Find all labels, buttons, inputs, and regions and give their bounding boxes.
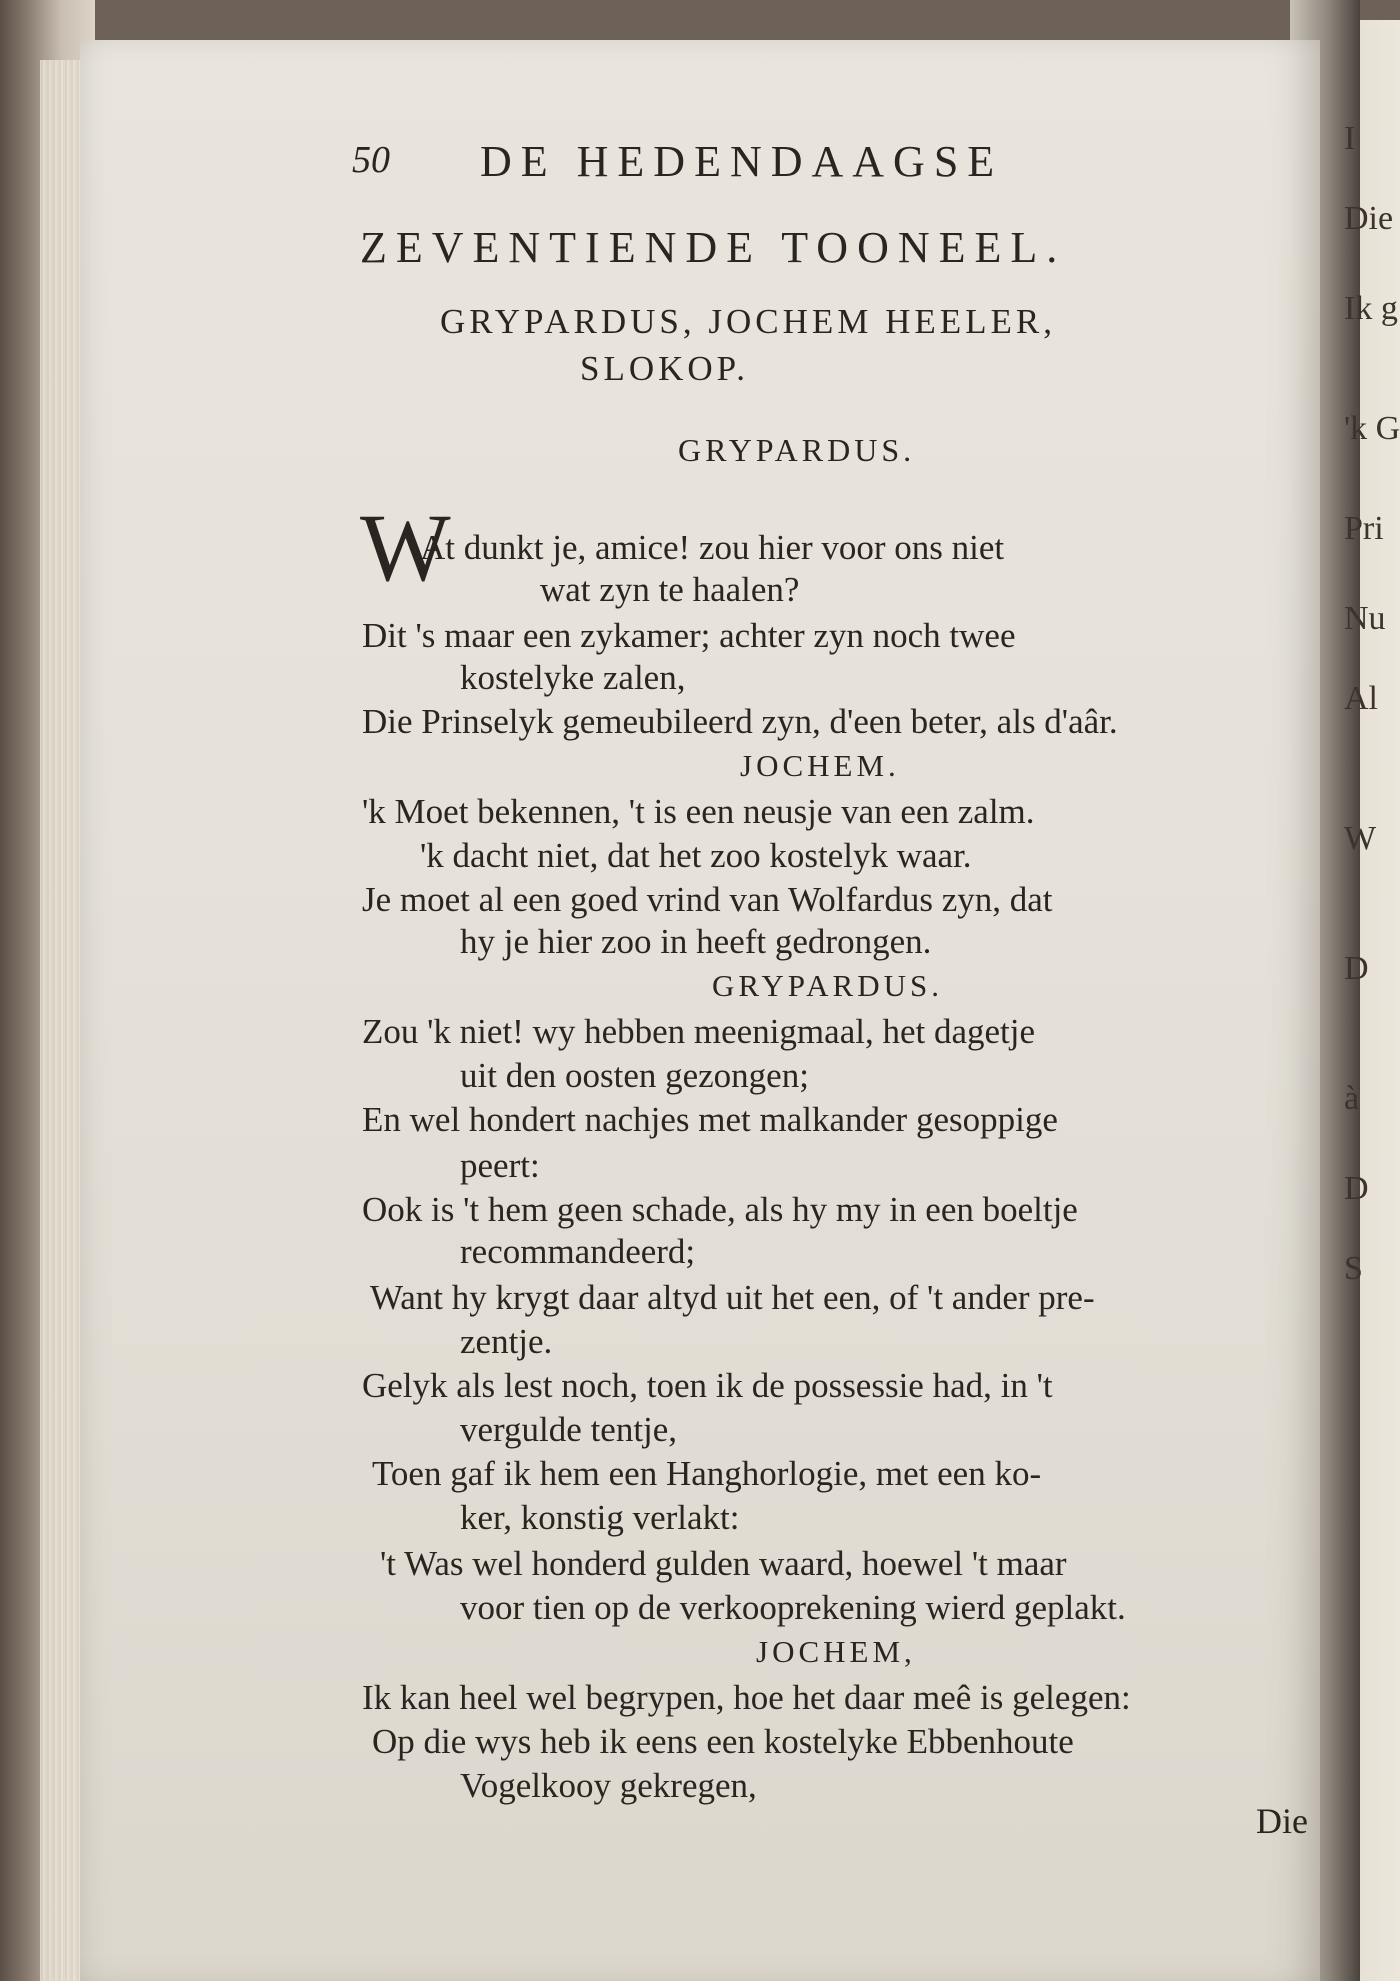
verse-line: Die Prinselyk gemeubileerd zyn, d'een beter, als d'aâr. bbox=[362, 702, 1118, 741]
facing-page-fragment: W bbox=[1344, 820, 1377, 857]
verse-line: En wel hondert nachjes met malkander gesoppige bbox=[362, 1100, 1058, 1139]
facing-page-fragment: Ik g bbox=[1344, 290, 1398, 327]
verse-line: Op die wys heb ik eens een kostelyke Ebbenhoute bbox=[372, 1722, 1074, 1761]
facing-page-fragment: S bbox=[1344, 1250, 1363, 1287]
cast-list-line: SLOKOP. bbox=[580, 349, 750, 388]
speaker-name: JOCHEM. bbox=[740, 748, 900, 783]
verse-line: vergulde tentje, bbox=[460, 1410, 678, 1449]
drop-cap: W bbox=[360, 494, 451, 601]
verse-line: At dunkt je, amice! zou hier voor ons niet bbox=[420, 528, 1005, 567]
speaker-name: JOCHEM, bbox=[756, 1634, 916, 1669]
verse-line: recommandeerd; bbox=[460, 1232, 696, 1271]
verse-line: 'k Moet bekennen, 't is een neusje van een zalm. bbox=[362, 792, 1035, 831]
verse-line: voor tien op de verkooprekening wierd geplakt. bbox=[460, 1588, 1126, 1627]
verse-line: Dit 's maar een zykamer; achter zyn noch twee bbox=[362, 616, 1016, 655]
verse-line: 'k dacht niet, dat het zoo kostelyk waar. bbox=[420, 836, 972, 875]
verse-line: ker, konstig verlakt: bbox=[460, 1498, 740, 1537]
facing-page-fragment: Pri bbox=[1344, 510, 1384, 547]
facing-page-fragment: D bbox=[1344, 1170, 1369, 1207]
facing-page-fragment: à bbox=[1344, 1080, 1360, 1117]
facing-page-fragment: I bbox=[1344, 120, 1356, 157]
verse-line: hy je hier zoo in heeft gedrongen. bbox=[460, 922, 932, 961]
verse-line: Zou 'k niet! wy hebben meenigmaal, het dagetje bbox=[362, 1012, 1036, 1051]
verse-line: Toen gaf ik hem een Hanghorlogie, met een ko- bbox=[372, 1454, 1042, 1493]
verse-line: Gelyk als lest noch, toen ik de possessie had, in 't bbox=[362, 1366, 1053, 1405]
facing-page-fragment: Al bbox=[1344, 680, 1378, 717]
verse-line: 't Was wel honderd gulden waard, hoewel 't maar bbox=[380, 1544, 1067, 1583]
running-head: DE HEDENDAAGSE bbox=[480, 137, 1004, 186]
page-number: 50 bbox=[352, 139, 390, 181]
verse-line: zentje. bbox=[460, 1322, 553, 1361]
verse-line: Ook is 't hem geen schade, als hy my in een boeltje bbox=[362, 1190, 1078, 1229]
facing-page-fragment: D bbox=[1344, 950, 1369, 987]
cast-list-line: GRYPARDUS, JOCHEM HEELER, bbox=[440, 302, 1057, 341]
verse-line: peert: bbox=[460, 1146, 540, 1185]
catchword: Die bbox=[1256, 1801, 1308, 1841]
speaker-name: GRYPARDUS. bbox=[678, 432, 916, 468]
facing-page-fragment: Nu bbox=[1344, 600, 1386, 637]
facing-page-fragment: 'k G bbox=[1344, 410, 1400, 447]
verse-line: Want hy krygt daar altyd uit het een, of 't ander pre- bbox=[370, 1278, 1095, 1317]
verse-line: wat zyn te haalen? bbox=[540, 570, 800, 609]
verse-line: Vogelkooy gekregen, bbox=[460, 1766, 757, 1805]
verse-line: uit den oosten gezongen; bbox=[460, 1056, 809, 1095]
scene-title: ZEVENTIENDE TOONEEL. bbox=[360, 223, 1067, 272]
verse-line: Ik kan heel wel begrypen, hoe het daar meê is gelegen: bbox=[362, 1678, 1131, 1717]
verse-line: kostelyke zalen, bbox=[460, 658, 686, 697]
speaker-name: GRYPARDUS. bbox=[712, 968, 943, 1003]
verse-line: Je moet al een goed vrind van Wolfardus zyn, dat bbox=[362, 880, 1053, 919]
facing-page-fragment: Die bbox=[1344, 200, 1394, 237]
